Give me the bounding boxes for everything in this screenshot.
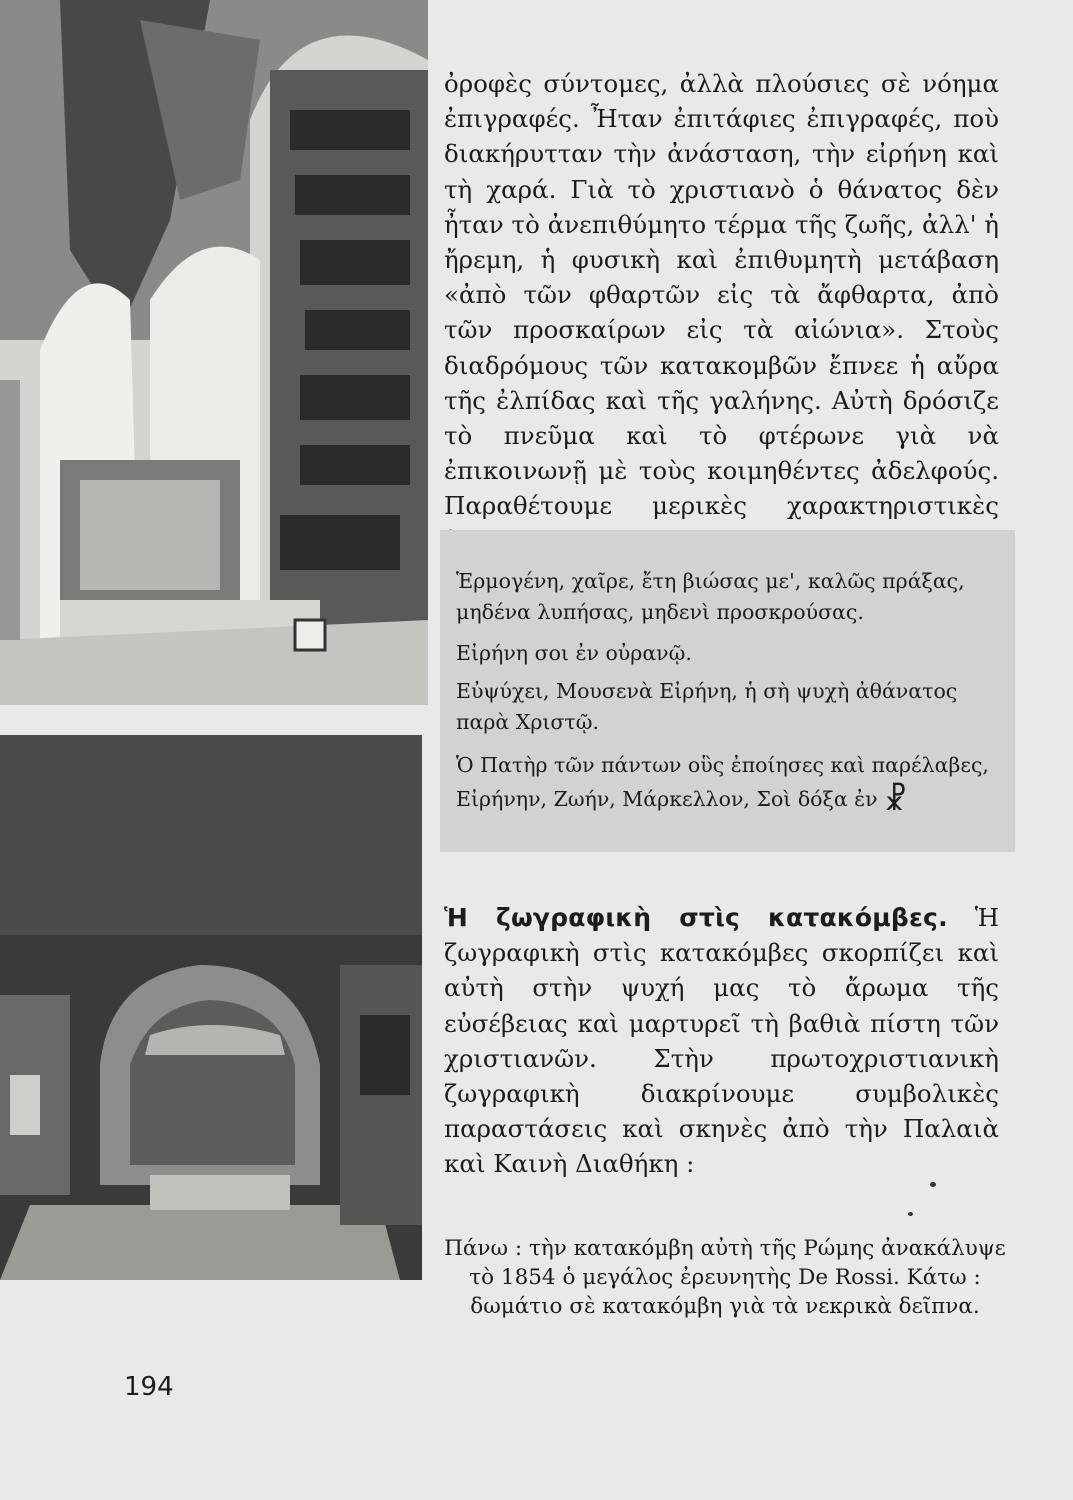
print-speck	[930, 1182, 936, 1187]
chi-rho-icon: ☧	[883, 783, 908, 818]
inscription-eirene: Εἰρήνη σοι ἐν οὐρανῷ.	[456, 641, 692, 665]
inscription-hermogenes: Ἑρμογένη, χαῖρε, ἔτη βιώσας με', καλῶς πράξας, μηδένα λυπήσας, μηδενὶ προσκρούσας.	[456, 569, 965, 624]
painting-section	[444, 900, 999, 1182]
body-paragraph-painting: Ἡ ζωγραφικὴ στὶς κατακόμβες σκορπίζει καὶ αὐτὴ στὴν ψυχή μας τὸ ἄρωμα τῆς εὐσέβειας καὶ μαρτυρεῖ τὴ βαθιὰ πίστη τῶν χριστιανῶν. Στὴν πρωτοχριστιανικὴ ζωγραφικὴ διακρίνουμε συμβολικὲς παραστάσεις καὶ σκηνὲς ἀπὸ τὴν Παλαιὰ καὶ Καινὴ Διαθήκη :	[444, 903, 999, 1179]
inscription-eupsychei: Εὐψύχει, Μουσενὰ Εἰρήνη, ἡ σὴ ψυχὴ ἀθάνατος παρὰ Χριστῷ.	[456, 679, 958, 734]
image-caption: Πάνω : τὴν κατακόμβη αὐτὴ τῆς Ρώμης ἀνακάλυψε τὸ 1854 ὁ μεγάλος ἐρευνητὴς De Rossi. Κάτω : δωμάτιο σὲ κατακόμβη γιὰ τὰ νεκρικὰ δεῖπνα.	[444, 1236, 1006, 1319]
print-speck	[908, 1212, 913, 1216]
body-paragraph-inscriptions-intro: ὀροφὲς σύντομες, ἀλλὰ πλούσιες σὲ νόημα ἐπιγραφές. Ἦταν ἐπιτάφιες ἐπιγραφές, ποὺ διακήρυτταν τὴν ἀνάσταση, τὴν εἰρήνη καὶ τὴ χαρά. Γιὰ τὸ χριστιανὸ ὁ θάνατος δὲν ἦταν τὸ ἀνεπιθύμητο τέρμα τῆς ζωῆς, ἀλλ' ἡ ἤρεμη, ἡ φυσικὴ καὶ ἐπιθυμητὴ μετάβαση «ἀπὸ τῶν φθαρτῶν εἰς τὰ ἄφθαρτα, ἀπὸ τῶν προσκαίρων εἰς τὰ αἰώνια». Στοὺς διαδρόμους τῶν κατακομβῶν ἔπνεε ἡ αὔρα τῆς ἐλπίδας καὶ τῆς γαλήνης. Αὐτὴ δρόσιζε τὸ πνεῦμα καὶ τὸ φτέρωνε γιὰ νὰ ἐπικοινωνῇ μὲ τοὺς κοιμηθέντες ἀδελφούς. Παραθέτουμε μερικὲς χαρακτηριστικὲς	[444, 69, 999, 521]
section-heading: Ἡ ζωγραφικὴ στὶς κατακόμβες.	[444, 903, 948, 932]
page-number: 194	[124, 1372, 174, 1402]
catacomb-chamber-photo	[0, 735, 422, 1280]
catacomb-engraving-photo	[0, 0, 428, 705]
inscription-pater-text: Ὁ Πατὴρ τῶν πάντων οὓς ἐποίησες καὶ παρέλαβες, Εἰρήνην, Ζωήν, Μάρκελλον, Σοὶ δόξα ἐν	[456, 753, 989, 811]
inscription-pater	[456, 750, 996, 818]
